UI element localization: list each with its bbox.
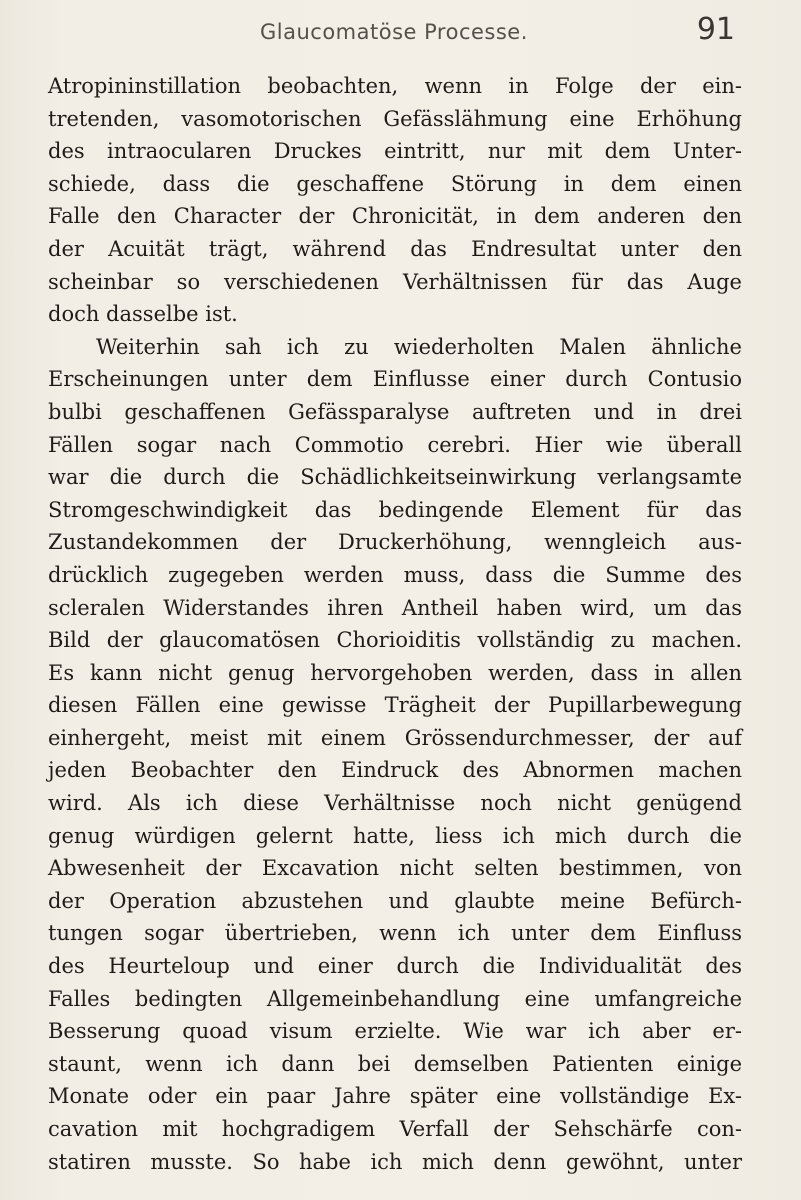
text-line: der Operation abzustehen und glaubte meine Befürch- bbox=[48, 888, 742, 913]
text-line: Zustandekommen der Druckerhöhung, wenngleich aus- bbox=[48, 530, 742, 555]
text-line: war die durch die Schädlichkeitseinwirkung verlangsamte bbox=[48, 465, 742, 490]
text-line: Weiterhin sah ich zu wiederholten Malen ähnliche bbox=[96, 334, 742, 359]
text-line: drücklich zugegeben werden muss, dass die Summe des bbox=[48, 562, 742, 587]
text-line: Besserung quoad visum erzielte. Wie war ich aber er- bbox=[48, 1019, 742, 1044]
text-line: der Acuität trägt, während das Endresultat unter den bbox=[48, 236, 742, 261]
body-text bbox=[48, 70, 742, 1178]
text-line: jeden Beobachter den Eindruck des Abnormen machen bbox=[48, 758, 742, 783]
page-number: 91 bbox=[696, 12, 735, 47]
text-line: Fällen sogar nach Commotio cerebri. Hier wie überall bbox=[48, 432, 742, 457]
text-line: scheinbar so verschiedenen Verhältnissen für das Auge bbox=[48, 269, 742, 294]
text-line: wird. Als ich diese Verhältnisse noch nicht genügend bbox=[48, 791, 742, 816]
text-line: genug würdigen gelernt hatte, liess ich mich durch die bbox=[48, 823, 742, 848]
text-line: Falle den Character der Chronicität, in dem anderen den bbox=[48, 204, 742, 229]
text-line: doch dasselbe ist. bbox=[48, 302, 238, 327]
text-line: cavation mit hochgradigem Verfall der Sehschärfe con- bbox=[48, 1117, 742, 1141]
text-line: tretenden, vasomotorischen Gefässlähmung eine Erhöhung bbox=[48, 106, 742, 131]
text-line: Atropininstillation beobachten, wenn in Folge der ein- bbox=[48, 74, 742, 98]
text-line: diesen Fällen eine gewisse Trägheit der Pupillarbewegung bbox=[48, 693, 742, 718]
text-line: Bild der glaucomatösen Chorioiditis vollständig zu machen. bbox=[48, 628, 742, 653]
text-line: bulbi geschaffenen Gefässparalyse auftreten und in drei bbox=[48, 399, 742, 424]
text-line: statiren musste. So habe ich mich denn gewöhnt, unter bbox=[48, 1149, 742, 1174]
text-line: des Heurteloup und einer durch die Individualität des bbox=[48, 954, 742, 979]
text-line: tungen sogar übertrieben, wenn ich unter dem Einfluss bbox=[48, 921, 742, 946]
text-line: des intraocularen Druckes eintritt, nur mit dem Unter- bbox=[48, 139, 742, 164]
page-header bbox=[260, 12, 760, 52]
text-line: scleralen Widerstandes ihren Antheil haben wird, um das bbox=[48, 595, 742, 620]
text-line: schiede, dass die geschaffene Störung in dem einen bbox=[48, 171, 742, 196]
text-line: Abwesenheit der Excavation nicht selten bestimmen, von bbox=[48, 856, 742, 881]
text-line: Erscheinungen unter dem Einflusse einer durch Contusio bbox=[48, 367, 742, 392]
text-line: Monate oder ein paar Jahre später eine vollständige Ex- bbox=[48, 1084, 742, 1109]
text-line: Stromgeschwindigkeit das bedingende Element für das bbox=[48, 497, 742, 522]
text-line: einhergeht, meist mit einem Grössendurchmesser, der auf bbox=[48, 725, 742, 750]
text-line: staunt, wenn ich dann bei demselben Patienten einige bbox=[48, 1051, 742, 1076]
text-line: Es kann nicht genug hervorgehoben werden, dass in allen bbox=[48, 660, 742, 685]
text-line: Falles bedingten Allgemeinbehandlung eine umfangreiche bbox=[48, 986, 742, 1011]
running-head: Glaucomatöse Processe. bbox=[260, 20, 528, 44]
